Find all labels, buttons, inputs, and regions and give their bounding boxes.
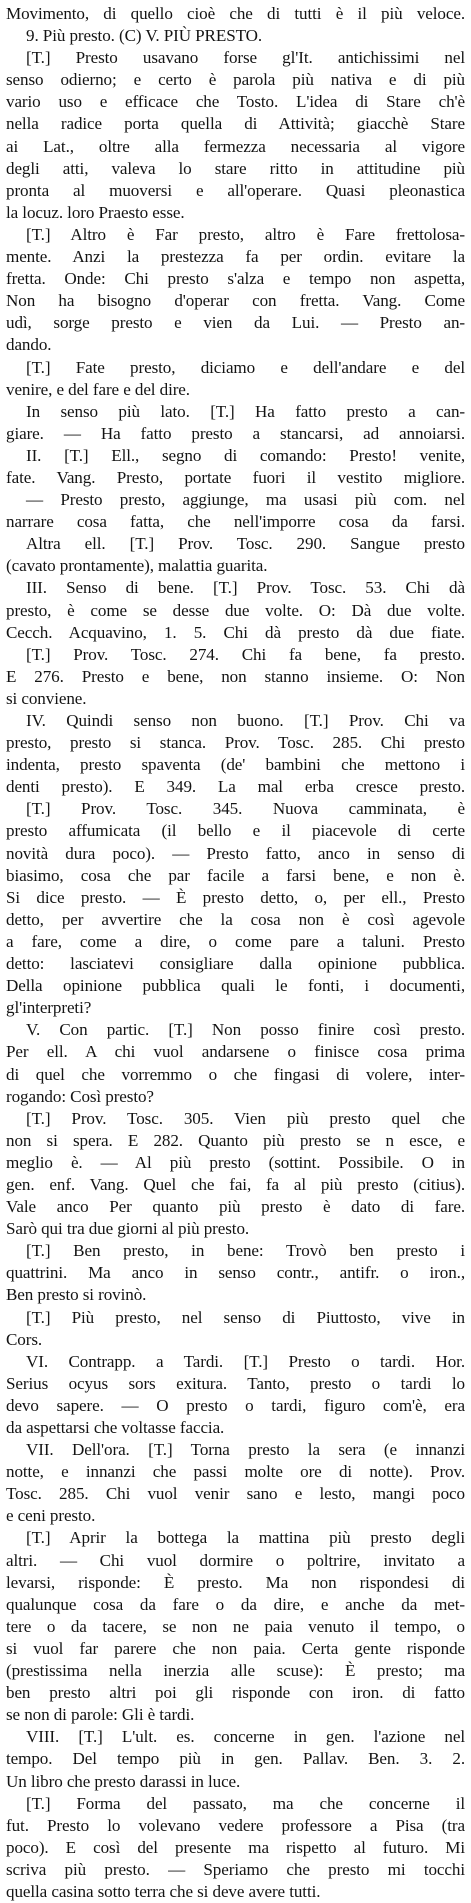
text-line: gen. enf. Vang. Quel che fai, fa al più presto (citius).	[6, 1174, 465, 1194]
text-line: tere o da tacere, se non ne paia venuto il tempo, o	[6, 1616, 465, 1636]
text-line: Ben presto si rovinò.	[6, 1285, 147, 1305]
text-line: presto affumicata (il bello e il piacevole di certe	[6, 821, 465, 841]
text-line: indenta, presto spaventa (de' bambini che mettono i	[6, 755, 465, 775]
text-line: rogando: Così presto?	[6, 1086, 154, 1106]
text-line: Tosc. 285. Chi vuol venir sano e lesto, mangi poco	[6, 1484, 465, 1504]
text-line: [T.] Fate presto, diciamo e dell'andare e del	[26, 357, 465, 377]
text-line: vario uso e efficace che Tosto. L'idea di Stare ch'è	[6, 92, 465, 112]
text-line: 9. Più presto. (C) V. PIÙ PRESTO.	[26, 26, 263, 46]
text-line: degli atti, valeva lo stare ritto in attitudine più	[6, 158, 465, 178]
text-line: Altra ell. [T.] Prov. Tosc. 290. Sangue presto	[26, 534, 465, 554]
text-line: [T.] Altro è Far presto, altro è Fare frettolosa-	[26, 224, 465, 244]
text-line: presto, è come se desse due volte. O: Dà due volte.	[6, 600, 465, 620]
text-line: notte, e innanzi che passi molte ore di notte). Prov.	[6, 1462, 465, 1482]
text-line: Vale anco Per quanto più presto è dato di fare.	[6, 1197, 465, 1217]
text-line: ai Lat., oltre alla fermezza necessaria al vigore	[6, 136, 465, 156]
text-line: pronta al muoversi e all'operare. Quasi pleonastica	[6, 180, 465, 200]
text-line: fut. Presto lo volevano vedere professore a Pisa (tra	[6, 1815, 465, 1835]
text-line: denti presto). E 349. La mal erba cresce presto.	[6, 777, 465, 797]
text-line: a fare, come a dire, o come pare a taluni. Presto	[6, 931, 465, 951]
text-line: [T.] Ben presto, in bene: Trovò ben presto i	[26, 1241, 465, 1261]
text-line: (prestissima nella inerzia alle scuse): È presto; ma	[6, 1661, 465, 1681]
text-line: si vuol far parere che non paia. Certa gente risponde	[6, 1638, 465, 1658]
text-line: Movimento, di quello cioè che di tutti è il più veloce.	[6, 4, 465, 23]
text-line: presto, presto si stanca. Prov. Tosc. 285. Chi presto	[6, 733, 465, 753]
text-line: IV. Quindi senso non buono. [T.] Prov. Chi va	[26, 711, 465, 730]
text-line: Serius ocyus sors exitura. Tanto, presto o tardi lo	[6, 1373, 465, 1393]
text-line: da aspettarsi che voltasse faccia.	[6, 1418, 225, 1437]
text-line: E 276. Presto e bene, non stanno insieme. O: Non	[6, 666, 465, 686]
text-line: [T.] Più presto, nel senso di Piuttosto, vive in	[26, 1307, 465, 1327]
text-line: Sarò qui tra due giorni al più presto.	[6, 1219, 250, 1239]
text-line: dando.	[6, 335, 52, 355]
text-line: mente. Anzi la prestezza fa per ordin. evitare la	[6, 247, 465, 267]
text-line: gl'interpreti?	[6, 998, 92, 1018]
text-line: si conviene.	[6, 688, 87, 708]
text-line: detto: lasciatevi consigliare dalla opinione pubblica.	[6, 954, 465, 974]
text-line: Cecch. Acquavino, 1. 5. Chi dà presto dà due fiate.	[6, 622, 465, 642]
text-line: (cavato prontamente), malattia guarita.	[6, 556, 268, 576]
text-line: udì, sorge presto e vien da Lui. — Presto an-	[6, 313, 465, 333]
text-line: quattrini. Ma anco in senso contr., antifr. o iron.,	[6, 1263, 465, 1283]
text-line: In senso più lato. [T.] Ha fatto presto a can-	[26, 401, 465, 421]
text-line: nella radice porta quella di Attività; giacchè Stare	[6, 114, 465, 134]
text-line: Non ha bisogno d'operar con fretta. Vang. Come	[6, 291, 465, 311]
text-line: tempo. Del tempo più in gen. Pallav. Ben. 3. 2.	[6, 1749, 465, 1769]
text-line: [T.] Prov. Tosc. 274. Chi fa bene, fa presto.	[26, 644, 465, 664]
text-line: meglio è. — Al più presto (sottint. Possibile. O in	[6, 1152, 465, 1172]
text-line: Per ell. A chi vuol andarsene o finisce cosa prima	[6, 1042, 465, 1062]
text-line: levarsi, risponde: È presto. Ma non rispondesi di	[6, 1572, 465, 1592]
text-line: [T.] Presto usavano forse gl'It. antichissimi nel	[26, 48, 465, 68]
text-line: narrare cosa fatta, che nell'imporre cosa da farsi.	[6, 512, 465, 532]
text-line: non si spera. E 282. Quanto più presto se n esce, e	[6, 1130, 465, 1150]
text-line: [T.] Aprir la bottega la mattina più presto degli	[26, 1528, 465, 1548]
text-line: quella casina sotto terra che si deve avere tutti.	[6, 1881, 321, 1901]
text-line: VIII. [T.] L'ult. es. concerne in gen. l'azione nel	[26, 1727, 465, 1747]
text-line: detto, per avvertire che la cosa non è così agevole	[6, 909, 465, 929]
text-line: [T.] Prov. Tosc. 345. Nuova camminata, è	[26, 799, 465, 819]
text-line: biasimo, cosa che par facile a farsi bene, e non è.	[6, 865, 465, 885]
text-line: fretta. Onde: Chi presto s'alza e tempo non aspetta,	[6, 269, 465, 289]
text-line: fate. Vang. Presto, portate fuori il vestito migliore.	[6, 467, 465, 487]
text-line: III. Senso di bene. [T.] Prov. Tosc. 53. Chi dà	[26, 578, 465, 598]
text-line: novità dura poco). — Presto fatto, anco in senso di	[6, 843, 465, 863]
text-line: Cors.	[6, 1329, 43, 1349]
text-line: di quel che vorremmo o che fingasi di volere, inter-	[6, 1064, 465, 1084]
text-line: altri. — Chi vuol dormire o poltrire, invitato a	[6, 1550, 465, 1570]
text-line: Un libro che presto darassi in luce.	[6, 1771, 241, 1791]
text-line: II. [T.] Ell., segno di comando: Presto! venite,	[26, 445, 465, 465]
text-line: e ceni presto.	[6, 1506, 96, 1526]
text-line: venire, e del fare e del dire.	[6, 379, 190, 399]
text-line: ben presto altri poi gli risponde con iron. di fatto	[6, 1683, 465, 1703]
text-line: V. Con partic. [T.] Non posso finire così presto.	[26, 1020, 465, 1040]
text-line: Si dice presto. — È presto detto, o, per ell., Presto	[6, 887, 465, 907]
text-line: [T.] Prov. Tosc. 305. Vien più presto quel che	[26, 1108, 465, 1128]
text-line: se non di parole: Gli è tardi.	[6, 1705, 195, 1725]
text-line: Della opinione pubblica quali le fonti, i documenti,	[6, 976, 465, 996]
text-line: scriva più presto. — Speriamo che presto mi tocchi	[6, 1859, 465, 1879]
text-line: senso odierno; e certo è parola più nativa e di più	[6, 70, 465, 90]
text-line: VII. Dell'ora. [T.] Torna presto la sera (e innanzi	[26, 1440, 465, 1460]
text-line: la locuz. loro Praesto esse.	[6, 202, 185, 222]
text-line: giare. — Ha fatto presto a stancarsi, ad annoiarsi.	[6, 423, 465, 443]
text-line: poco). E così del presente ma rispetto al futuro. Mi	[6, 1837, 465, 1857]
text-line: — Presto presto, aggiunge, ma usasi più com. nel	[26, 490, 465, 510]
text-line: VI. Contrapp. a Tardi. [T.] Presto o tardi. Hor.	[26, 1351, 465, 1371]
text-line: qualunque cosa da fare o da dire, e anche da met-	[6, 1594, 465, 1614]
text-line: devo sapere. — O presto o tardi, figuro com'è, era	[6, 1395, 465, 1415]
text-line: [T.] Forma del passato, ma che concerne il	[26, 1793, 465, 1813]
